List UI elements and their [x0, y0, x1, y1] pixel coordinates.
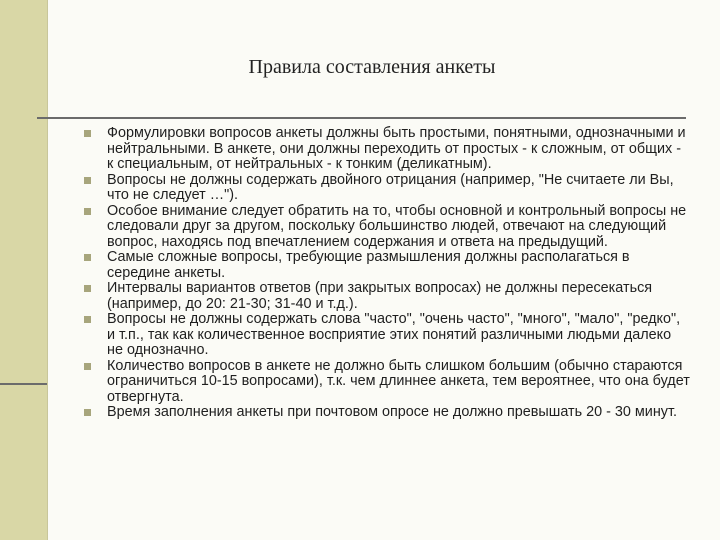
bullet-text: Особое внимание следует обратить на то, чтобы основной и контрольный вопросы не следовали друг за другом, поскольку большинство людей, отвечают на следующий вопрос, находясь под впечатлением содержания и ответа на предыдущий.: [107, 202, 687, 250]
bullet-text: Вопросы не должны содержать двойного отрицания (например, "Не считаете ли Вы, что не следует …").: [107, 171, 674, 203]
bullet-text: Количество вопросов в анкете не должно быть слишком большим (обычно стараются ограничиться 10-15 вопросами), т.к. чем длиннее анкета, тем вероятнее, что она будет отвергнута.: [107, 357, 690, 405]
square-bullet-icon: [84, 208, 91, 215]
bullet-text: Самые сложные вопросы, требующие размышления должны располагаться в середине анкеты.: [107, 249, 630, 281]
bullet-text: Интервалы вариантов ответов (при закрытых вопросах) не должны пересекаться (например, до 20: 21-30; 31-40 и т.д.).: [107, 280, 653, 312]
slide-title: Правила составления анкеты: [248, 56, 496, 78]
title-divider: [37, 117, 686, 119]
square-bullet-icon: [84, 254, 91, 261]
list-item: [84, 173, 690, 204]
list-item: [84, 405, 690, 421]
bullet-text: Формулировки вопросов анкеты должны быть простыми, понятными, однозначными и нейтральными. В анкете, они должны переходить от простых - к сложным, от общих - к специальным, от нейтральных - к тонким (деликатным).: [107, 125, 686, 172]
square-bullet-icon: [84, 363, 91, 370]
square-bullet-icon: [84, 285, 91, 292]
list-item: [84, 359, 690, 406]
square-bullet-icon: [84, 316, 91, 323]
list-item: [84, 204, 690, 251]
list-item: [84, 126, 690, 173]
square-bullet-icon: [84, 130, 91, 137]
bullet-list: [84, 126, 690, 421]
bullet-text: Вопросы не должны содержать слова "часто", "очень часто", "много", "мало", "редко", и т.п., так как количественное восприятие этих понятий различными людьми далеко не однозначно.: [107, 311, 681, 358]
square-bullet-icon: [84, 177, 91, 184]
left-sidebar-band: [0, 0, 47, 540]
list-item: [84, 250, 690, 281]
sidebar-accent-line: [0, 383, 47, 385]
bullet-text: Время заполнения анкеты при почтовом опросе не должно превышать 20 - 30 минут.: [107, 404, 677, 420]
list-item: [84, 281, 690, 312]
sidebar-edge-line: [47, 0, 48, 540]
square-bullet-icon: [84, 409, 91, 416]
list-item: [84, 312, 690, 359]
